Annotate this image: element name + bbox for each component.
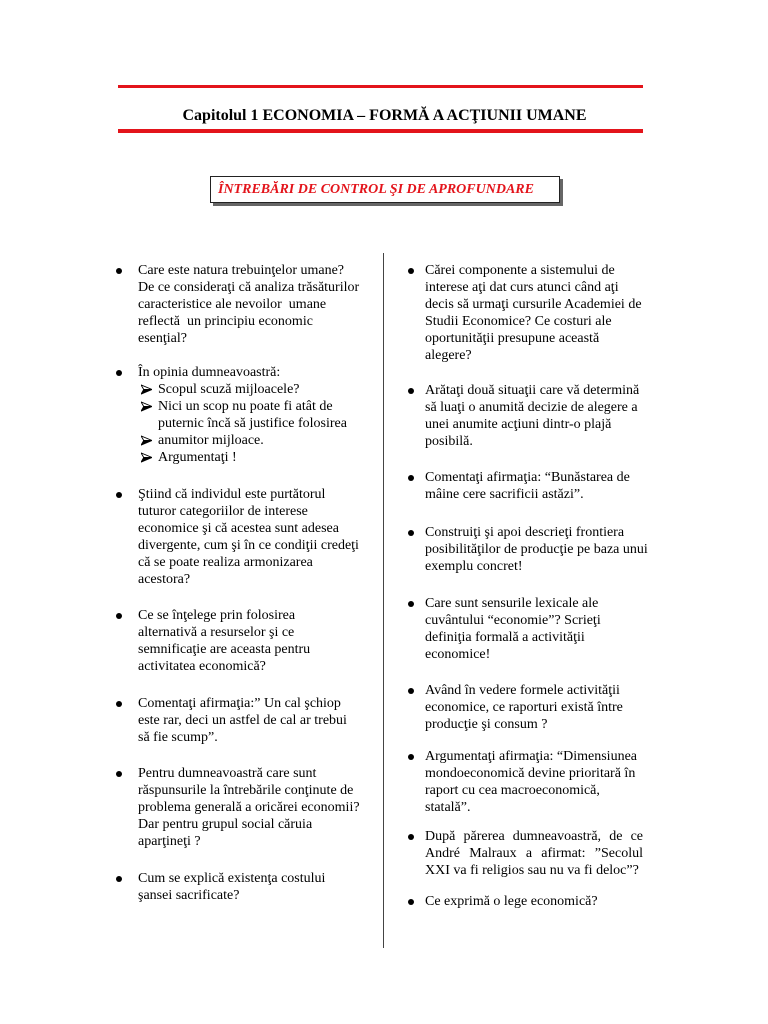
question-item <box>425 382 639 450</box>
question-line: Studii Economice? Ce costuri ale <box>425 314 612 329</box>
question-line: Argumentaţi afirmaţia: “Dimensiunea <box>425 749 638 764</box>
question-line: producţie şi consum ? <box>425 717 548 732</box>
question-item <box>425 524 648 575</box>
bullet-icon <box>408 268 414 274</box>
question-line: Ce exprimă o lege economică? <box>425 894 598 909</box>
bullet-icon <box>116 268 122 274</box>
question-item <box>138 765 360 850</box>
section-title: ÎNTREBĂRI DE CONTROL ŞI DE APROFUNDARE <box>218 182 534 197</box>
question-line: esenţial? <box>138 331 187 346</box>
bullet-icon <box>116 370 122 376</box>
question-line: definiţia formală a activităţii <box>425 630 585 645</box>
question-line: problema generală a oricărei economii? <box>138 800 360 815</box>
question-line: răspunsurile la întrebările conţinute de <box>138 783 354 798</box>
question-line: Ce se înţelege prin folosirea <box>138 608 296 623</box>
arrow-bullet-icon <box>141 384 152 395</box>
sub-list-line: anumitor mijloace. <box>158 433 264 448</box>
arrow-bullet-icon <box>141 435 152 446</box>
question-item <box>138 870 325 904</box>
arrow-bullet-icon <box>141 452 152 463</box>
question-line: Dar pentru grupul social căruia <box>138 817 313 832</box>
sub-list-item <box>138 381 347 398</box>
bullet-icon <box>408 754 414 760</box>
bullet-icon <box>116 771 122 777</box>
bullet-icon <box>408 388 414 394</box>
question-line: activitatea economică? <box>138 659 266 674</box>
question-line: economice! <box>425 647 491 662</box>
question-line: şansei sacrificate? <box>138 888 240 903</box>
bullet-icon <box>408 688 414 694</box>
arrow-bullet-icon <box>141 401 152 412</box>
question-line: De ce consideraţi că analiza trăsăturilor <box>138 280 360 295</box>
question-line: caracteristice ale nevoilor umane <box>138 297 327 312</box>
question-line: Care este natura trebuinţelor umane? <box>138 263 345 278</box>
chapter-label: Capitolul 1 <box>182 107 259 124</box>
question-line: După părerea dumneavoastră, de ce <box>425 829 643 844</box>
question-line: statală”. <box>425 800 471 815</box>
question-line: oportunităţii presupune această <box>425 331 600 346</box>
question-line: este rar, deci un astfel de cal ar trebui <box>138 713 347 728</box>
question-line: reflectă un principiu economic <box>138 314 313 329</box>
question-line: Construiţi şi apoi descrieţi frontiera <box>425 525 625 540</box>
question-line: divergente, cum şi în ce condiţii credeţi <box>138 538 359 553</box>
question-line: raport cu cea macroeconomică, <box>425 783 600 798</box>
bullet-icon <box>408 899 414 905</box>
question-line: cuvântului “economie”? Scrieţi <box>425 613 601 628</box>
bullet-icon <box>116 613 122 619</box>
question-line: alternativă a resurselor şi ce <box>138 625 295 640</box>
sub-list <box>138 381 347 466</box>
question-line: economice şi că acestea sunt adesea <box>138 521 339 536</box>
question-line: mâine cere sacrificii astăzi”. <box>425 487 584 502</box>
question-line: decis să urmaţi cursurile Academiei de <box>425 297 642 312</box>
sub-list-line: Nici un scop nu poate fi atât de <box>158 399 333 414</box>
question-item <box>425 595 601 663</box>
bullet-icon <box>116 701 122 707</box>
bullet-icon <box>116 876 122 882</box>
question-item <box>425 828 643 879</box>
sub-list-line: Argumentaţi ! <box>158 450 237 465</box>
column-divider <box>383 253 384 948</box>
question-line: Cărei componente a sistemului de <box>425 263 615 278</box>
question-line: semnificaţie are aceasta pentru <box>138 642 311 657</box>
question-line: că se poate realiza armonizarea <box>138 555 313 570</box>
question-line: Comentaţi afirmaţia: “Bunăstarea de <box>425 470 630 485</box>
sub-list-item <box>138 398 347 432</box>
question-line: Arătaţi două situaţii care vă determină <box>425 383 640 398</box>
question-line: tuturor categoriilor de interese <box>138 504 308 519</box>
sub-list-line: puternic încă să justifice folosirea <box>158 416 347 431</box>
question-line: Comentaţi afirmaţia:” Un cal şchiop <box>138 696 341 711</box>
question-line: posibilă. <box>425 434 473 449</box>
question-line: acestora? <box>138 572 191 587</box>
question-line: alegere? <box>425 348 472 363</box>
bullet-icon <box>408 601 414 607</box>
left-column <box>138 0 378 1024</box>
question-item <box>425 262 642 364</box>
question-line: XXI va fi religios sau nu va fi deloc”? <box>425 863 639 878</box>
question-line: interese aţi dat curs atunci când aţi <box>425 280 619 295</box>
question-line: Având în vedere formele activităţii <box>425 683 620 698</box>
question-line: să luaţi o anumită decizie de alegere a <box>425 400 638 415</box>
sub-list-item <box>138 432 347 449</box>
sub-list-line: Scopul scuză mijloacele? <box>158 382 300 397</box>
chapter-title: ECONOMIA – FORMĂ A ACŢIUNII UMANE <box>262 107 587 124</box>
question-line: exemplu concret! <box>425 559 523 574</box>
bullet-icon <box>408 475 414 481</box>
bullet-icon <box>408 530 414 536</box>
bullet-icon <box>116 492 122 498</box>
question-item <box>138 607 310 675</box>
question-line: să fie scump”. <box>138 730 218 745</box>
question-line: unei anumite acţiuni dintr-o plajă <box>425 417 612 432</box>
question-item <box>425 748 637 816</box>
question-line: Cum se explică existenţa costului <box>138 871 326 886</box>
question-item <box>425 682 623 733</box>
question-line: Care sunt sensurile lexicale ale <box>425 596 599 611</box>
question-line: aparţineţi ? <box>138 834 201 849</box>
right-column <box>425 0 725 1024</box>
bullet-icon <box>408 834 414 840</box>
question-line: André Malraux a afirmat: ”Secolul <box>425 846 643 861</box>
question-item <box>138 486 359 588</box>
sub-list-item <box>138 449 347 466</box>
question-line: Pentru dumneavoastră care sunt <box>138 766 317 781</box>
question-line: Ştiind că individul este purtătorul <box>138 487 326 502</box>
question-line: În opinia dumneavoastră: <box>138 365 281 380</box>
question-line: posibilităţilor de producţie pe baza unui <box>425 542 648 557</box>
question-item <box>425 893 598 910</box>
question-line: mondoeconomică devine prioritară în <box>425 766 636 781</box>
question-item <box>138 262 359 347</box>
question-item <box>425 469 630 503</box>
question-item <box>138 364 347 466</box>
question-item <box>138 695 347 746</box>
question-line: economice, ce raporturi există între <box>425 700 623 715</box>
